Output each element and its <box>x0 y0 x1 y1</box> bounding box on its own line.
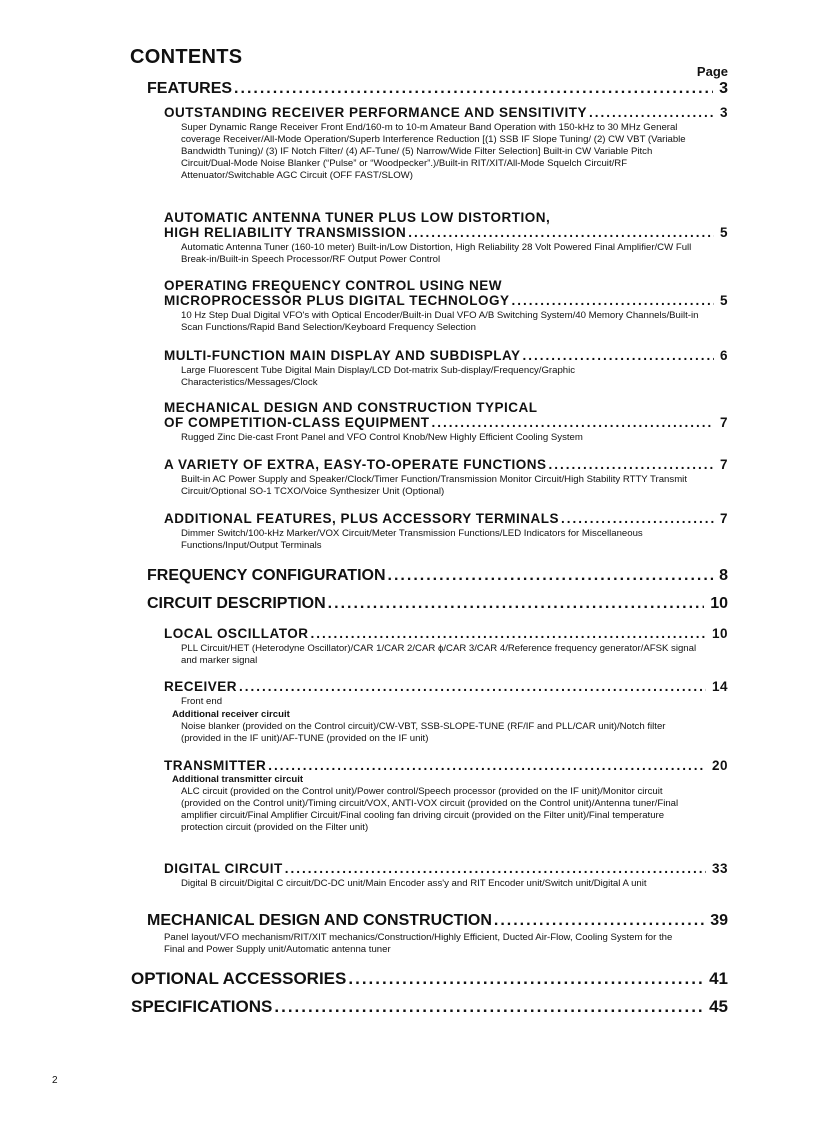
toc-entry-description: Panel layout/VFO mechanism/RIT/XIT mechanics/Construction/Highly Efficient, Ducted Air-Flow, Cooling System for the Final and Power Supply unit/Automatic antenna tuner <box>164 932 673 955</box>
toc-entry-description: Super Dynamic Range Receiver Front End/160-m to 10-m Amateur Band Operation with 150-kHz to 30 MHz General coverage Receiver/All-Mode Operation/Superb Interference Reduction [(1) SSB IF Slope Tuning/ (2) CW VBT (Variable Bandwidth Tuning)/ (3) IF Notch Filter/ (4) AF-Tune/ (5) Narrow/Wide Filter Selection] Built-in CW Variable Pitch Circuit/Dual-Mode Noise Blanker (“Pulse” or “Woodpecker”.)/Built-in RIT/XIT/All-Mode Squelch Circuit/RF Attenuator/Switchable AGC Circuit (OFF FAST/SLOW) <box>181 122 686 181</box>
toc-entry-title: MICROPROCESSOR PLUS DIGITAL TECHNOLOGY <box>164 293 510 308</box>
toc-entry-page: 3 <box>719 105 728 120</box>
toc-entry-page: 14 <box>711 679 728 694</box>
dot-leader <box>561 511 714 526</box>
toc-entry-subdescription: ALC circuit (provided on the Control unit)/Power control/Speech processor (provided on the IF unit)/Monitor circuit (provided on the Control unit)/Timing circuit/VOX, ANTI-VOX circuit (provided on the Control unit)/Antenna tuner/Final amplifier circuit/Final Amplifier Circuit/Final cooling fan driving circuit (provided on the Filter unit)/Final temperature protection circuit (provided on the Filter unit) <box>181 786 679 833</box>
toc-entry-circuit-description[interactable] <box>147 595 728 613</box>
toc-entry-specifications[interactable] <box>131 997 728 1017</box>
toc-entry-frequency-configuration[interactable] <box>147 567 728 585</box>
toc-entry-title: OUTSTANDING RECEIVER PERFORMANCE AND SENSITIVITY <box>164 105 588 120</box>
dot-leader <box>523 348 714 363</box>
dot-leader <box>328 595 705 613</box>
toc-entry-features[interactable] <box>147 80 728 98</box>
toc-entry-page: 3 <box>719 80 728 97</box>
toc-entry-mechanical-typical[interactable] <box>164 400 728 444</box>
page-column-label: Page <box>696 64 728 79</box>
toc-entry-description: Front end <box>181 696 223 707</box>
toc-entry-page: 5 <box>719 293 728 308</box>
toc-entry-description: Automatic Antenna Tuner (160-10 meter) Built-in/Low Distortion, High Reliability 28 Volt Powered Final Amplifier/CW Full Break-in/Built-in Speech Processor/RF Output Power Control <box>181 242 692 265</box>
toc-entry-title: LOCAL OSCILLATOR <box>164 626 309 641</box>
toc-entry-main-display[interactable] <box>164 348 728 389</box>
toc-entry-local-oscillator[interactable] <box>164 626 728 667</box>
toc-entry-subheading: Additional receiver circuit <box>172 709 290 720</box>
dot-leader <box>234 80 713 98</box>
toc-entry-description: Dimmer Switch/100-kHz Marker/VOX Circuit/Meter Transmission Functions/LED Indicators for Miscellaneous Functions/Input/Output Terminals <box>181 528 643 551</box>
toc-entry-page: 41 <box>709 969 728 988</box>
toc-entry-antenna-tuner[interactable] <box>164 210 728 266</box>
contents-heading: CONTENTS <box>130 46 243 68</box>
dot-leader <box>274 997 703 1017</box>
toc-entry-description: Digital B circuit/Digital C circuit/DC-DC unit/Main Encoder ass'y and RIT Encoder unit/Switch unit/Digital A unit <box>181 878 647 889</box>
toc-entry-mechanical-design[interactable] <box>147 912 728 956</box>
dot-leader <box>348 969 703 989</box>
toc-entry-receiver[interactable] <box>164 679 728 745</box>
dot-leader <box>589 105 714 120</box>
toc-entry-title-line1: AUTOMATIC ANTENNA TUNER PLUS LOW DISTORTION, <box>164 210 551 225</box>
toc-entry-title: TRANSMITTER <box>164 758 267 773</box>
toc-entry-page: 33 <box>711 861 728 876</box>
toc-entry-title: HIGH RELIABILITY TRANSMISSION <box>164 225 407 240</box>
toc-entry-page: 10 <box>711 626 728 641</box>
toc-entry-title-line1: OPERATING FREQUENCY CONTROL USING NEW <box>164 278 503 293</box>
toc-entry-page: 6 <box>719 348 728 363</box>
toc-entry-subdescription: Noise blanker (provided on the Control circuit)/CW-VBT, SSB-SLOPE-TUNE (RF/IF and PLL/CAR unit)/Notch filter (provided in the IF unit)/AF-TUNE (provided on the IF unit) <box>181 721 666 744</box>
toc-entry-description: Large Fluorescent Tube Digital Main Display/LCD Dot-matrix Sub-display/Frequency/Graphic Characteristics/Messages/Clock <box>181 365 576 388</box>
toc-entry-description: Built-in AC Power Supply and Speaker/Clock/Timer Function/Transmission Monitor Circuit/High Stability RTTY Transmit Circuit/Optional SO-1 TCXO/Voice Synthesizer Unit (Optional) <box>181 474 687 497</box>
dot-leader <box>432 415 714 430</box>
toc-entry-page: 45 <box>709 997 728 1016</box>
toc-entry-page: 8 <box>719 567 728 584</box>
toc-entry-title: OF COMPETITION-CLASS EQUIPMENT <box>164 415 430 430</box>
toc-entry-page: 39 <box>710 912 728 929</box>
toc-entry-page: 5 <box>719 225 728 240</box>
toc-entry-description: Rugged Zinc Die-cast Front Panel and VFO Control Knob/New Highly Efficient Cooling System <box>181 432 583 443</box>
toc-entry-title: MECHANICAL DESIGN AND CONSTRUCTION <box>147 912 492 929</box>
toc-entry-title: MULTI-FUNCTION MAIN DISPLAY AND SUBDISPLAY <box>164 348 521 363</box>
dot-leader <box>549 457 714 472</box>
toc-entry-title-line1: MECHANICAL DESIGN AND CONSTRUCTION TYPICAL <box>164 400 538 415</box>
toc-entry-extra-functions[interactable] <box>164 457 728 498</box>
dot-leader <box>388 567 714 585</box>
toc-entry-transmitter[interactable] <box>164 758 728 834</box>
toc-entry-title: OPTIONAL ACCESSORIES <box>131 969 347 988</box>
toc-entry-page: 7 <box>719 457 728 472</box>
toc-entry-frequency-control[interactable] <box>164 278 728 334</box>
toc-entry-optional-accessories[interactable] <box>131 969 728 989</box>
toc-entry-title: DIGITAL CIRCUIT <box>164 861 283 876</box>
dot-leader <box>311 626 706 641</box>
toc-entry-digital-circuit[interactable] <box>164 861 728 890</box>
toc-entry-description: PLL Circuit/HET (Heterodyne Oscillator)/CAR 1/CAR 2/CAR ϕ/CAR 3/CAR 4/Reference frequency generator/AFSK signal and marker signal <box>181 643 697 666</box>
dot-leader <box>268 758 706 773</box>
toc-entry-title: ADDITIONAL FEATURES, PLUS ACCESSORY TERMINALS <box>164 511 560 526</box>
toc-entry-subheading: Additional transmitter circuit <box>172 774 304 785</box>
toc-entry-receiver-performance[interactable] <box>164 105 728 182</box>
dot-leader <box>285 861 706 876</box>
dot-leader <box>494 912 704 930</box>
toc-entry-page: 10 <box>710 595 728 612</box>
toc-entry-additional-features[interactable] <box>164 511 728 552</box>
toc-entry-title: RECEIVER <box>164 679 238 694</box>
toc-entry-page: 7 <box>719 511 728 526</box>
toc-entry-page: 7 <box>719 415 728 430</box>
toc-entry-title: CIRCUIT DESCRIPTION <box>147 595 326 612</box>
dot-leader <box>239 679 706 694</box>
toc-entry-title: SPECIFICATIONS <box>131 997 273 1016</box>
dot-leader <box>512 293 714 308</box>
toc-entry-title: A VARIETY OF EXTRA, EASY-TO-OPERATE FUNCTIONS <box>164 457 547 472</box>
dot-leader <box>408 225 714 240</box>
toc-entry-page: 20 <box>711 758 728 773</box>
toc-entry-title: FREQUENCY CONFIGURATION <box>147 567 386 584</box>
toc-entry-description: 10 Hz Step Dual Digital VFO's with Optical Encoder/Built-in Dual VFO A/B Switching System/40 Memory Channels/Built-in Scan Functions/Rapid Band Selection/Keyboard Frequency Selection <box>181 310 699 333</box>
footer-page-number: 2 <box>52 1075 58 1086</box>
toc-entry-title: FEATURES <box>147 80 233 97</box>
